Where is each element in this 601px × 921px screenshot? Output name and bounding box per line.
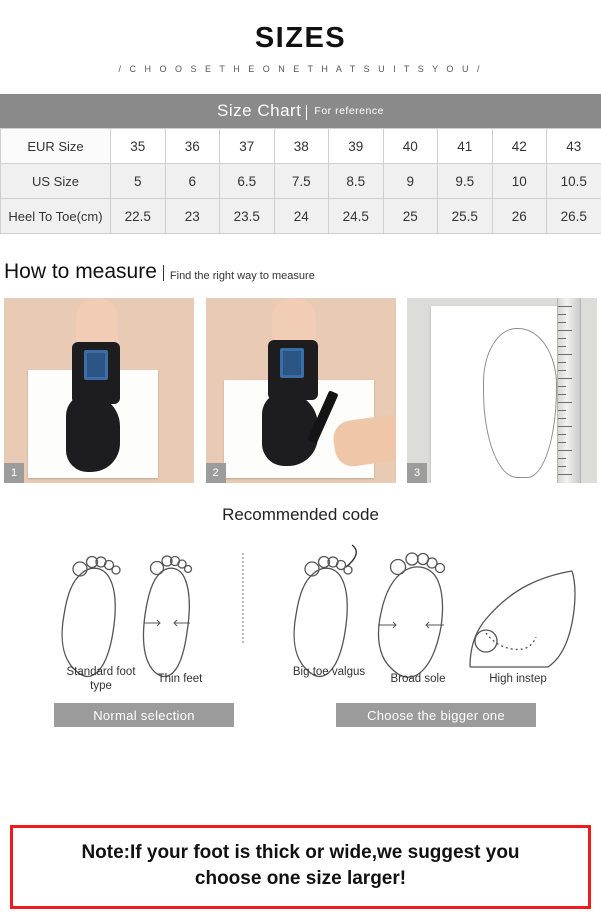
- cell: 26: [492, 199, 547, 234]
- foot-outline: [483, 328, 557, 478]
- paper-sheet: [431, 306, 573, 483]
- cell: 8.5: [329, 164, 384, 199]
- cell: 24: [274, 199, 329, 234]
- sock-logo-tab: [84, 350, 108, 380]
- size-chart-header: [0, 94, 601, 128]
- cell: 6: [165, 164, 220, 199]
- cell: 10.5: [547, 164, 601, 199]
- leg: [272, 298, 316, 346]
- cell: 26.5: [547, 199, 601, 234]
- row-label: Heel To Toe(cm): [1, 199, 111, 234]
- page-title: SIZES: [254, 22, 347, 54]
- ruler: [557, 298, 581, 483]
- size-chart-section: [0, 94, 601, 234]
- normal-selection-button[interactable]: Normal selection: [54, 703, 234, 727]
- foot-label-thin: Thin feet: [157, 673, 203, 685]
- cell: 5: [111, 164, 166, 199]
- size-chart-heading: Size Chart: [217, 101, 302, 120]
- leg: [76, 298, 118, 348]
- cell: 37: [220, 129, 275, 164]
- sock-logo-tab: [280, 348, 304, 378]
- row-label: US Size: [1, 164, 111, 199]
- measure-photo-1: [4, 298, 194, 483]
- cell: 10: [492, 164, 547, 199]
- heading-separator: [163, 265, 164, 281]
- measure-photo-2: [206, 298, 396, 483]
- cell: 9: [383, 164, 438, 199]
- table-row: [1, 199, 601, 234]
- measure-photo-3: [407, 298, 597, 483]
- foot-label-high-instep: High instep: [489, 673, 547, 685]
- table-row: [1, 129, 601, 164]
- note-line-2: choose one size larger!: [194, 868, 407, 889]
- size-chart-table: [0, 128, 601, 234]
- cell: 25.5: [438, 199, 493, 234]
- cell: 23.5: [220, 199, 275, 234]
- step-badge: 1: [4, 463, 24, 483]
- foot-type-illustrations: [0, 531, 601, 736]
- step-badge: 2: [206, 463, 226, 483]
- cell: 43: [547, 129, 601, 164]
- size-chart-heading-note: For reference: [314, 105, 384, 117]
- cell: 39: [329, 129, 384, 164]
- cell: 42: [492, 129, 547, 164]
- how-to-measure-title: How to measure: [4, 260, 157, 283]
- measure-photo-row: [0, 298, 601, 483]
- how-to-measure-heading: [0, 260, 601, 284]
- sock-foot: [262, 392, 318, 466]
- foot-label-standard: Standard foot type: [66, 666, 136, 692]
- cell: 23: [165, 199, 220, 234]
- note-banner: [10, 825, 591, 909]
- cell: 25: [383, 199, 438, 234]
- cell: 36: [165, 129, 220, 164]
- page-subtitle: / C H O O S E T H E O N E T H A T S U I T S Y O U /: [118, 64, 483, 74]
- cell: 41: [438, 129, 493, 164]
- foot-label-valgus: Big toe valgus: [292, 666, 366, 678]
- row-label: EUR Size: [1, 129, 111, 164]
- note-line-1: Note:If your foot is thick or wide,we suggest you: [81, 842, 520, 863]
- cell: 6.5: [220, 164, 275, 199]
- cell: 35: [111, 129, 166, 164]
- heading-separator: [306, 105, 307, 120]
- recommended-title: Recommended code: [222, 505, 379, 524]
- page-header: [0, 0, 601, 74]
- cell: 38: [274, 129, 329, 164]
- cell: 9.5: [438, 164, 493, 199]
- foot-label-broad-sole: Broad sole: [390, 673, 446, 685]
- how-to-measure-subtitle: Find the right way to measure: [169, 270, 315, 282]
- sock-foot: [66, 394, 120, 472]
- cell: 7.5: [274, 164, 329, 199]
- cell: 24.5: [329, 199, 384, 234]
- cell: 40: [383, 129, 438, 164]
- choose-bigger-one-button[interactable]: Choose the bigger one: [336, 703, 536, 727]
- cell: 22.5: [111, 199, 166, 234]
- step-badge: 3: [407, 463, 427, 483]
- table-row: [1, 164, 601, 199]
